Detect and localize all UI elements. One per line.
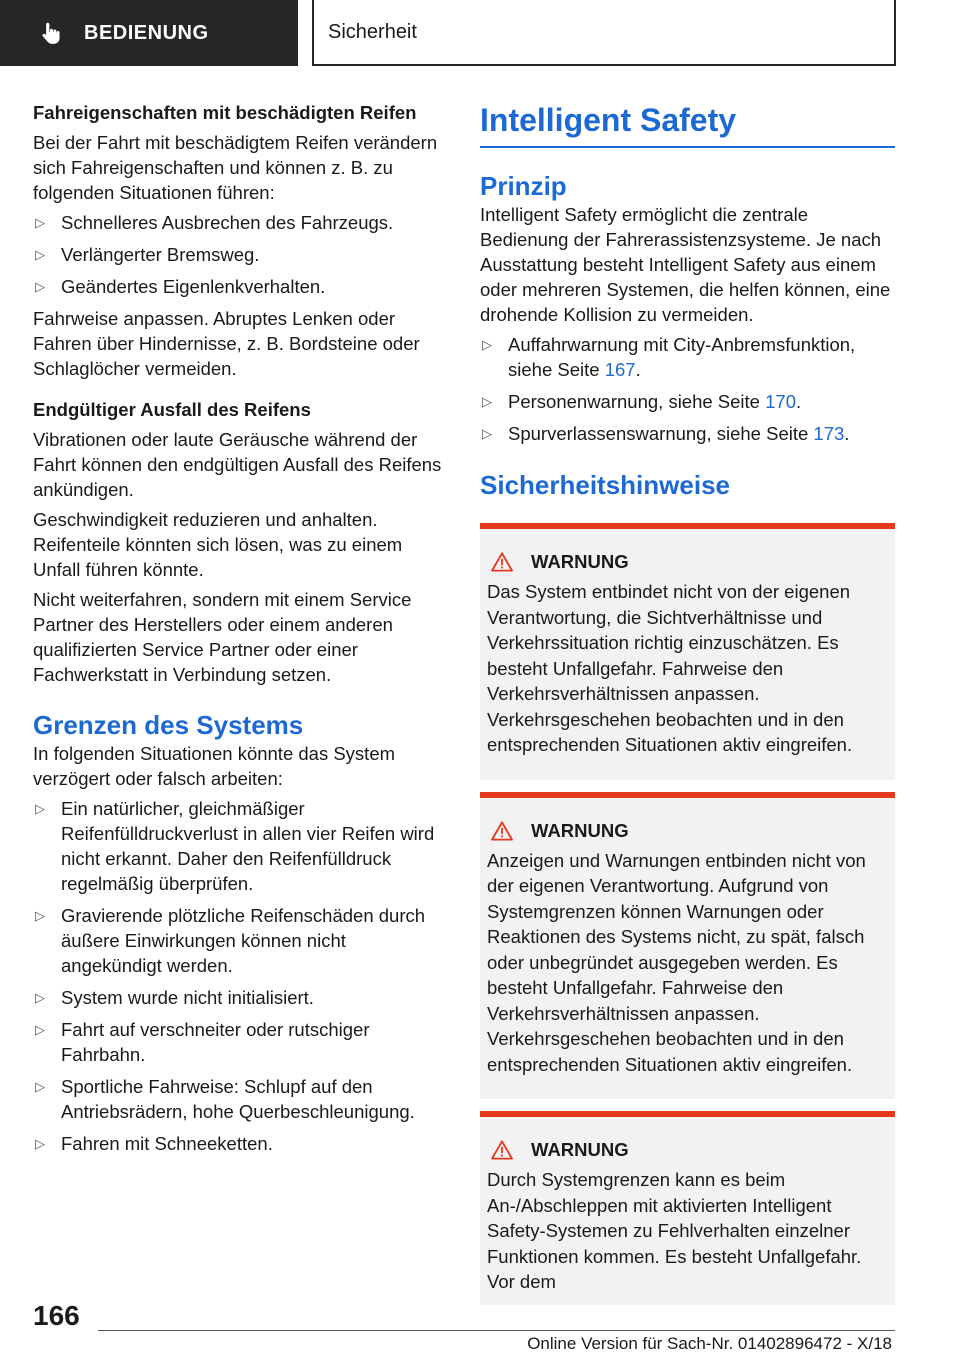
list-item: ▷ Fahren mit Schneeketten.: [35, 1133, 273, 1154]
tire-failure-p2: Geschwindigkeit reduzieren und anhalten. Reifenteile könnten sich lösen, was zu einem Unfall führen könnte.: [33, 509, 403, 580]
system-limits-list: [33, 796, 445, 1156]
intelligent-safety-title: Intelligent Safety: [480, 100, 895, 148]
damaged-tires-heading: Fahreigenschaften mit beschädigten Reifen: [33, 102, 417, 123]
left-column: [33, 100, 445, 1163]
principle-text: Intelligent Safety ermöglicht die zentrale Bedienung der Fahrerassistenzsysteme. Je nach Ausstattung besteht Intelligent Safety aus einem oder mehreren Systemen, die helfen können, eine drohende Kollision zu vermeiden.: [480, 204, 891, 325]
list-item: ▷ System wurde nicht initialisiert.: [35, 987, 314, 1008]
list-item: ▷ Fahrt auf verschneiter oder rutschiger Fahrbahn.: [35, 1019, 370, 1065]
list-item: ▷ Verlängerter Bremsweg.: [35, 244, 260, 265]
principle-heading: Prinzip: [480, 171, 567, 201]
triangle-bullet-icon: ▷: [35, 908, 45, 923]
triangle-bullet-icon: ▷: [35, 279, 45, 294]
warning-triangle-icon: [491, 1140, 513, 1160]
triangle-bullet-icon: ▷: [35, 801, 45, 816]
section-title: Sicherheit: [312, 0, 896, 66]
warning-triangle-icon: [491, 552, 513, 572]
page-link[interactable]: 173: [813, 423, 845, 444]
footer-divider: [98, 1330, 895, 1331]
warning-box: [480, 523, 895, 780]
principle-list: [480, 332, 895, 446]
list-item: ▷ Schnelleres Ausbrechen des Fahrzeugs.: [35, 212, 394, 233]
page-header: [0, 0, 960, 66]
warning-box: [480, 792, 895, 1100]
triangle-bullet-icon: ▷: [482, 394, 492, 409]
triangle-bullet-icon: ▷: [35, 215, 45, 230]
warning-triangle-icon: [491, 821, 513, 841]
safety-notes-heading: Sicherheitshinweise: [480, 470, 730, 500]
system-limits-intro: In folgenden Situationen könnte das System verzögert oder falsch arbeiten:: [33, 743, 396, 789]
damaged-tires-intro: Bei der Fahrt mit beschädigtem Reifen verändern sich Fahreigenschaften und können z. B. zu folgenden Situationen führen:: [33, 132, 438, 203]
page-link[interactable]: 170: [765, 391, 796, 412]
chapter-label: BEDIENUNG: [84, 21, 209, 44]
triangle-bullet-icon: ▷: [35, 1022, 45, 1037]
list-item: ▷ Gravierende plötzliche Reifenschäden durch äußere Einwirkungen können nicht angekündigt werden.: [35, 905, 426, 976]
right-column: [480, 100, 895, 1317]
triangle-bullet-icon: ▷: [35, 247, 45, 262]
triangle-bullet-icon: ▷: [35, 990, 45, 1005]
page-number: 166: [33, 1300, 80, 1331]
warning-title: WARNUNG: [531, 551, 629, 572]
list-item: ▷ Sportliche Fahrweise: Schlupf auf den Antriebsrädern, hohe Querbeschleunigung.: [35, 1076, 415, 1122]
tire-failure-p1: Vibrationen oder laute Geräusche während der Fahrt können den endgültigen Ausfall des Reifens ankündigen.: [33, 429, 442, 500]
system-limits-heading: Grenzen des Systems: [33, 710, 304, 740]
warning-text: Das System entbindet nicht von der eigenen Verantwortung, die Sichtverhältnisse und Verkehrssituation richtig einzuschätzen. Es besteht Unfallgefahr. Fahrweise den Verkehrsverhältnissen anpassen. Verkehrsgeschehen beobachten und in den entsprechenden Situationen aktiv eingreifen.: [487, 581, 853, 755]
list-item: ▷ Geändertes Eigenlenkverhalten.: [35, 276, 326, 297]
list-item: ▷ Personenwarnung, siehe Seite 170.: [482, 391, 802, 412]
warning-box: [480, 1111, 895, 1305]
warning-title: WARNUNG: [531, 1139, 629, 1160]
triangle-bullet-icon: ▷: [35, 1136, 45, 1151]
chapter-tab[interactable]: [0, 0, 298, 66]
list-item: ▷ Spurverlassenswarnung, siehe Seite 173.: [482, 423, 850, 444]
warning-title: WARNUNG: [531, 819, 629, 841]
page-link[interactable]: 167: [604, 359, 636, 380]
warning-text: Anzeigen und Warnungen entbinden nicht von der eigenen Verantwortung. Aufgrund von Systemgrenzen können Warnungen oder Reaktionen des Systems nicht, zu spät, falsch oder unbegründet ausgegeben werden. Es besteht Unfallgefahr. Fahrweise den Verkehrsverhältnissen anpassen. Verkehrsgeschehen beobachten und in den entsprechenden Situationen aktiv eingreifen.: [487, 849, 866, 1075]
damaged-tires-advice: Fahrweise anpassen. Abruptes Lenken oder Fahren über Hindernisse, z. B. Bordsteine oder Schlaglöcher vermeiden.: [33, 308, 420, 379]
triangle-bullet-icon: ▷: [482, 426, 492, 441]
triangle-bullet-icon: ▷: [35, 1079, 45, 1094]
list-item: ▷ Auffahrwarnung mit City-Anbremsfunktion, siehe Seite 167.: [482, 334, 856, 380]
warning-text: Durch Systemgrenzen kann es beim An-/Abschleppen mit aktivierten Intelligent Safety-Systemen zu Fehlverhalten einzelner Funktionen kommen. Es besteht Unfallgefahr. Vor dem: [487, 1169, 862, 1292]
pointing-hand-icon: [38, 20, 64, 46]
list-item: ▷ Ein natürlicher, gleichmäßiger Reifenfülldruckverlust in allen vier Reifen wird nicht erkannt. Daher den Reifenfülldruck regelmäßig überprüfen.: [35, 798, 435, 894]
tire-failure-p3: Nicht weiterfahren, sondern mit einem Service Partner des Herstellers oder einem anderen qualifizierten Service Partner oder einer Fachwerkstatt in Verbindung setzen.: [33, 589, 412, 685]
online-version-text: Online Version für Sach-Nr. 01402896472 - X/18: [527, 1334, 892, 1353]
triangle-bullet-icon: ▷: [482, 337, 492, 352]
damaged-tires-list: [33, 210, 445, 299]
tire-failure-heading: Endgültiger Ausfall des Reifens: [33, 399, 311, 420]
